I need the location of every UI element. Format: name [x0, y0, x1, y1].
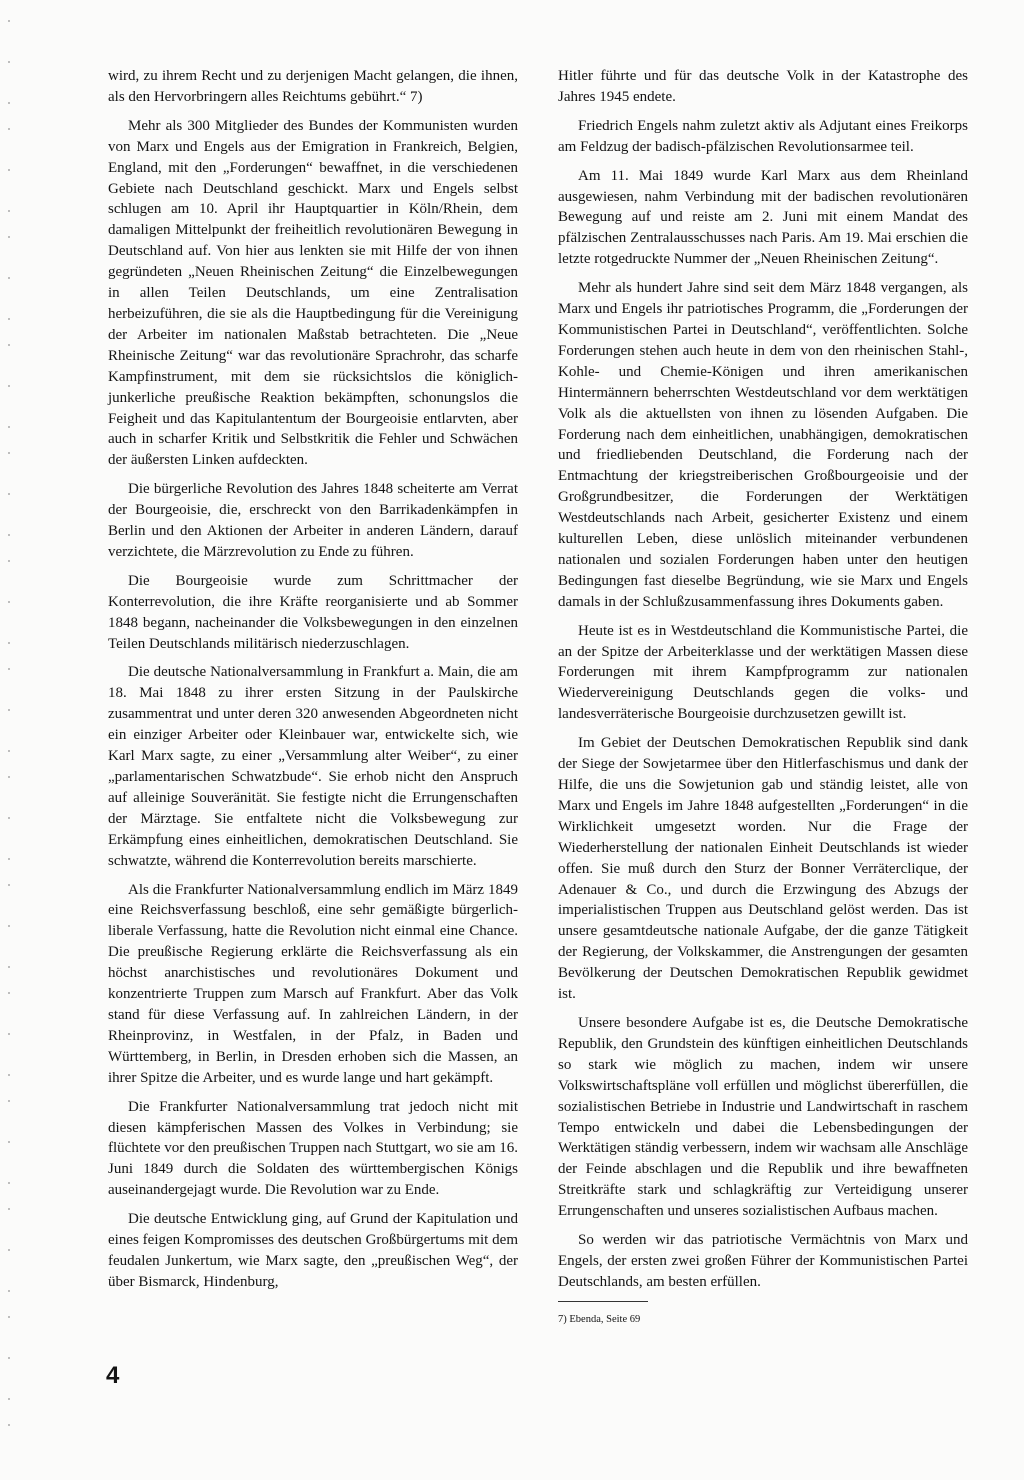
scan-dot: [8, 750, 10, 752]
paragraph: Unsere besondere Aufgabe ist es, die Deutsche Demokratische Republik, den Grundstein des künftigen einheitlichen Deutschlands so stark wie möglich zu machen, indem wir unsere Volkswirtschaftspläne voll erfüllen und möglichst übererfüllen, die sozialistischen Betriebe in Industrie und Landwirtschaft in raschem Tempo entwickeln und dabei die Lebensbedingungen der Werktätigen ständig verbessern, indem wir wachsam alle Anschläge der Feinde abschlagen und die Republik und ihre bewaffneten Streitkräfte stark und schlagkräftig zur Verteidigung unserer Errungenschaften und unseres sozialistischen Aufbaus machen.: [558, 1014, 968, 1220]
scan-dot: [8, 925, 10, 927]
scan-dot: [8, 277, 10, 279]
scan-dot: [8, 1100, 10, 1102]
scan-dot: [8, 1033, 10, 1035]
page-number: 4: [106, 1362, 120, 1389]
scan-dot: [8, 1074, 10, 1076]
paragraph: Hitler führte und für das deutsche Volk in der Katastrophe des Jahres 1945 endete.: [558, 68, 968, 105]
scan-dot: [8, 884, 10, 886]
scan-dot: [8, 102, 10, 104]
paragraph: Die bürgerliche Revolution des Jahres 1848 scheiterte am Verrat der Bourgeoisie, die, erschreckt von den Barrikadenkämpfen in Berlin und den Aktionen der Arbeiter in anderen Ländern, darauf verzichtete, die Märzrevolution zu Ende zu führen.: [108, 481, 518, 560]
scan-dot: [8, 1141, 10, 1143]
scan-dot: [8, 709, 10, 711]
scan-dot: [8, 1249, 10, 1251]
left-column: [108, 66, 518, 1301]
paragraph: So werden wir das patriotische Vermächtnis von Marx und Engels, der ersten zwei großen Führer der Kommunistischen Partei Deutschlands, am besten erfüllen.: [558, 1232, 968, 1290]
scan-dot: [8, 858, 10, 860]
scan-dot: [8, 776, 10, 778]
scan-dot: [8, 1398, 10, 1400]
scan-dot: [8, 236, 10, 238]
paragraph: Friedrich Engels nahm zuletzt aktiv als Adjutant eines Freikorps am Feldzug der badisch-pfälzischen Revolutionsarmee teil.: [558, 117, 968, 155]
scan-dot: [8, 128, 10, 130]
scan-dot: [8, 61, 10, 63]
paragraph: Die Frankfurter Nationalversammlung trat jedoch nicht mit diesen kämpferischen Massen des Volkes in Verbindung; sie flüchtete vor den preußischen Truppen nach Stuttgart, wo sie am 16. Juni 1849 durch die Soldaten des württembergischen Königs auseinandergejagt wurde. Die Revolution war zu Ende.: [108, 1098, 518, 1199]
right-column: [558, 66, 968, 1331]
paragraph: Die deutsche Nationalversammlung in Frankfurt a. Main, die am 18. Mai 1848 zu ihrer ersten Sitzung in der Paulskirche zusammentrat und unter deren 320 anwesenden Abgeordneten nicht ein einziger Arbeiter oder Kleinbauer war, entwickelte sich, wie Karl Marx sagte, zu einer „Versammlung alter Weiber“, zu einer „parlamentarischen Schwatzbude“. Sie erhob nicht den Anspruch auf alleinige Souveränität. Sie festigte nicht die Errungenschaften der Märztage. Sie entfaltete nicht die Volksbewegung zur Erkämpfung eines einheitlichen, demokratischen Deutschland. Sie schwatzte, während die Konterrevolution bereits marschierte.: [108, 664, 518, 869]
scan-dot: [8, 992, 10, 994]
paragraph: Heute ist es in Westdeutschland die Kommunistische Partei, die an der Spitze der Arbeiterklasse und der werktätigen Massen diese Forderungen mit ihrem Kampfprogramm zur nationalen Wiedervereinigung Deutschlands gegen die volks- und landesverräterische Bourgeoisie durchzusetzen gewillt ist.: [558, 622, 968, 723]
scan-dot: [8, 385, 10, 387]
paragraph: Als die Frankfurter Nationalversammlung endlich im März 1849 eine Reichsverfassung beschloß, eine sehr gemäßigte bürgerlich-liberale Verfassung, hatte die Revolution nicht einmal eine Chance. Die preußische Regierung erklärte die Reichsverfassung als ein höchst anarchistisches und revolutionäres Dokument und konzentrierte Truppen zum Marsch auf Frankfurt. Aber das Volk stand für diese Verfassung auf. In zahlreichen Ländern, in der Rheinprovinz, in Westfalen, in der Pfalz, in Baden und Württemberg, in Berlin, in Dresden erhoben sich die Massen, an ihrer Spitze die Arbeiter, und es wurde lange und hart gekämpft.: [108, 881, 518, 1086]
scan-dot: [8, 1316, 10, 1318]
scan-dot: [8, 1182, 10, 1184]
scan-dot: [8, 452, 10, 454]
scan-dot: [8, 493, 10, 495]
scan-dot: [8, 668, 10, 670]
scan-dot: [8, 344, 10, 346]
scan-dot: [8, 1208, 10, 1210]
scan-dot: [8, 1290, 10, 1292]
scan-dot: [8, 426, 10, 428]
paragraph: wird, zu ihrem Recht und zu derjenigen Macht gelangen, die ihnen, als den Hervorbringern alles Reichtums gebührt.“ 7): [108, 68, 518, 105]
scan-dot: [8, 966, 10, 968]
scan-dot: [8, 817, 10, 819]
paragraph: Mehr als 300 Mitglieder des Bundes der Kommunisten wurden von Marx und Engels aus der Emigration in Frankreich, Belgien, England, mit den „Forderungen“ bewaffnet, in die verschiedenen Gebiete nach Deutschland geschickt. Marx und Engels selbst schlugen am 10. April ihr Hauptquartier in Köln/Rhein, dem damaligen Mittelpunkt der freiheitlich revolutionären Bewegung in Deutschland auf. Von hier aus lenkten sie mit Hilfe der von ihnen gegründeten „Neuen Rheinischen Zeitung“ die Einzelbewegungen in allen Teilen Deutschlands, um eine Zentralisation herbeizuführen, die sie als die Hauptbedingung für die Vereinigung der Arbeiter im nationalen Maßstab betrachteten. Die „Neue Rheinische Zeitung“ war das revolutionäre Sprachrohr, das scharfe Kampfinstrument, mit dem sie rücksichtslos die königlich-junkerliche preußische Reaktion bekämpften, schonungslos die Feigheit und das Kapitulantentum der Bourgeoisie entlarvten, aber auch in scharfer Kritik und Selbstkritik die Fehler und Schwächen der äußersten Linken aufdeckten.: [108, 117, 518, 469]
footnote-divider: [558, 1301, 648, 1302]
paragraph: Die Bourgeoisie wurde zum Schrittmacher der Konterrevolution, die ihre Kräfte reorganisierte und ab Sommer 1848 begann, nacheinander die Volksbewegungen in den einzelnen Teilen Deutschlands militärisch niederzuschlagen.: [108, 572, 518, 652]
paragraph: Am 11. Mai 1849 wurde Karl Marx aus dem Rheinland ausgewiesen, nahm Verbindung mit der badischen revolutionären Bewegung auf und reiste am 2. Juni mit einem Mandat des pfälzischen Zentralausschusses nach Paris. Am 19. Mai erschien die letzte rotgedruckte Nummer der „Neuen Rheinischen Zeitung“.: [558, 167, 968, 268]
paragraph: Im Gebiet der Deutschen Demokratischen Republik sind dank der Siege der Sowjetarmee über den Hitlerfaschismus und dank der Hilfe, die uns die Sowjetunion gab und ständig leistet, alle von Marx und Engels im Jahre 1848 aufgestellten „Forderungen“ in die Wirklichkeit umgesetzt worden. Nur die Frage der Wiederherstellung der nationalen Einheit Deutschlands ist wieder offen. Sie muß durch den Sturz der Bonner Verräterclique, der Adenauer & Co., und durch die Erzwingung des Abzugs der imperialistischen Truppen aus Deutschland gelöst werden. Das ist unsere gesamtdeutsche nationale Aufgabe, der die ganze Tätigkeit der Regierung, der Volkskammer, die Anstrengungen der gesamten Bevölkerung der Deutschen Demokratischen Republik gewidmet ist.: [558, 735, 968, 1003]
scan-dot: [8, 642, 10, 644]
scan-dot: [8, 318, 10, 320]
scan-dot: [8, 210, 10, 212]
scan-dot: [8, 20, 10, 22]
footnote: 7) Ebenda, Seite 69: [558, 1313, 641, 1325]
scan-margin-marks: [8, 20, 14, 1460]
paragraph: Mehr als hundert Jahre sind seit dem März 1848 vergangen, als Marx und Engels ihr patriotisches Programm, die „Forderungen der Kommunistischen Partei in Deutschland“, veröffentlichten. Solche Forderungen stehen auch heute in dem von den rheinischen Stahl-, Kohle- und Chemie-Königen und ihren amerikanischen Hintermännern beherrschten Westdeutschland vor dem werktätigen Volk als die aktuellsten von ihnen zu lösenden Aufgaben. Die Forderung nach dem einheitlichen, unabhängigen, demokratischen und friedliebenden Deutschland, die Forderung nach der Entmachtung der kriegstreiberischen Großbourgeoisie und der Großgrundbesitzer, die Forderungen der Werktätigen Westdeutschlands nach Arbeit, gesicherter Existenz und einem kulturellen Leben, diese unlöslich miteinander verbundenen nationalen und sozialen Forderungen haben unter den heutigen Bedingungen fast dieselbe Begründung, wie sie Marx und Engels damals in der Schlußzusammenfassung ihres Dokuments gaben.: [558, 280, 968, 610]
scan-dot: [8, 534, 10, 536]
scan-dot: [8, 560, 10, 562]
scan-dot: [8, 1357, 10, 1359]
scan-dot: [8, 601, 10, 603]
scan-dot: [8, 1424, 10, 1426]
paragraph: Die deutsche Entwicklung ging, auf Grund der Kapitulation und eines feigen Kompromisses des deutschen Großbürgertums mit dem feudalen Junkertum, wie Marx sagte, den „preußischen Weg“, der über Bismarck, Hindenburg,: [108, 1211, 518, 1290]
scan-dot: [8, 169, 10, 171]
